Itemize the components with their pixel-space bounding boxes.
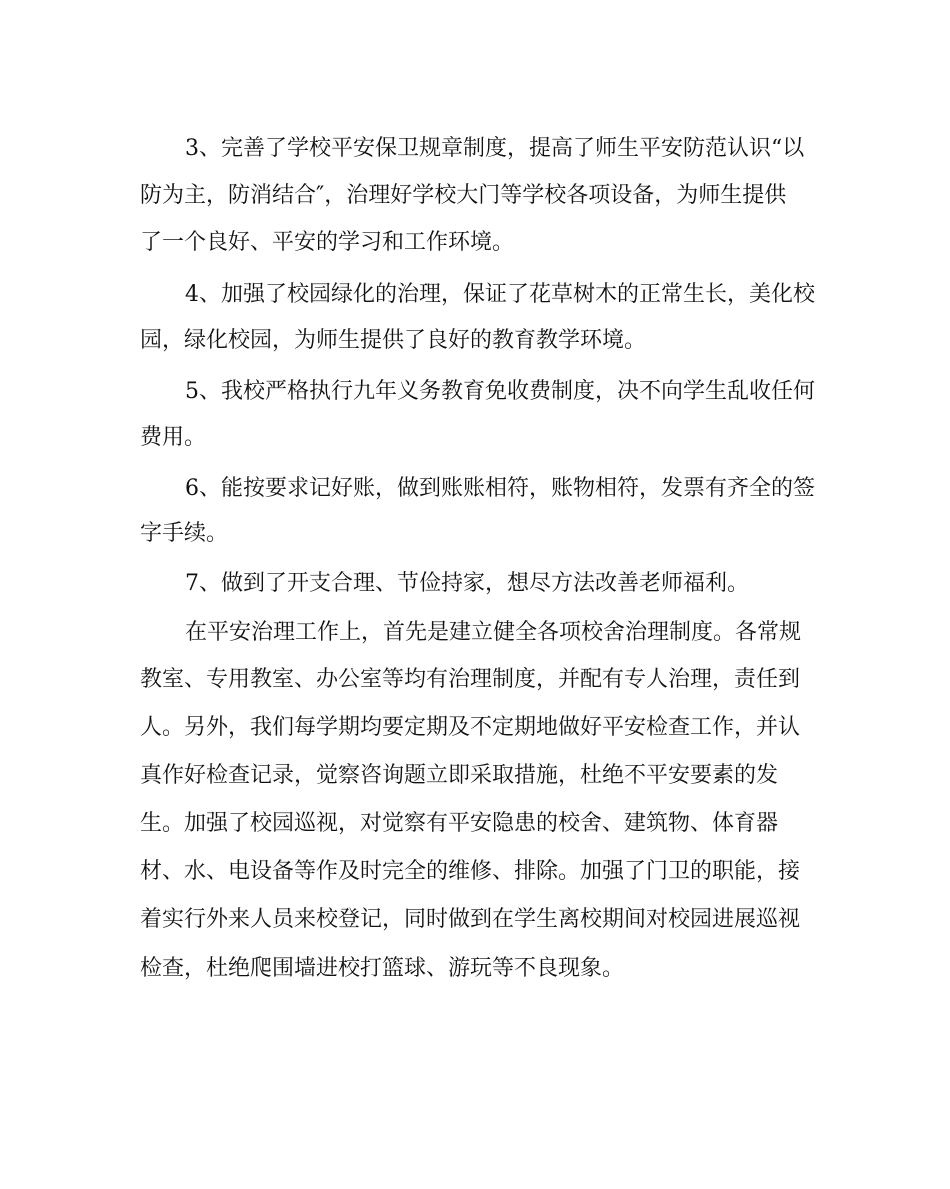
- text-line: 教室、专用教室、办公室等均有治理制度，并配有专人治理，责任到: [140, 667, 801, 692]
- text-line: 字手续。: [140, 521, 229, 546]
- text-line: 园，绿化校园，为师生提供了良好的教育教学环境。: [140, 328, 647, 353]
- text-line: 防为主，防消结合″，治理好学校大门等学校各项设备，为师生提供: [140, 183, 787, 208]
- text-line: 人。另外，我们每学期均要定期及不定期地做好平安检查工作，并认: [140, 715, 801, 740]
- text-line: 在平安治理工作上，首先是建立健全各项校舍治理制度。各常规: [185, 620, 802, 645]
- text-line: 检查，杜绝爬围墙进校打篮球、游玩等不良现象。: [140, 956, 625, 981]
- text-line: 费用。: [140, 425, 207, 450]
- text-line: 3、完善了学校平安保卫规章制度，提高了师生平安防范认识“以: [185, 136, 805, 161]
- text-line: 真作好检查记录，觉察咨询题立即采取措施，杜绝不平安要素的发: [140, 763, 779, 788]
- text-line: 4、加强了校园绿化的治理，保证了花草树木的正常生长，美化校: [185, 282, 815, 307]
- text-line: 5、我校严格执行九年义务教育免收费制度，决不向学生乱收任何: [185, 379, 815, 404]
- text-line: 生。加强了校园巡视，对觉察有平安隐患的校舍、建筑物、体育器: [140, 811, 779, 836]
- text-line: 着实行外来人员来校登记，同时做到在学生离校期间对校园进展巡视: [140, 907, 801, 932]
- text-line: 了一个良好、平安的学习和工作环境。: [140, 230, 515, 255]
- text-line: 6、能按要求记好账，做到账账相符，账物相符，发票有齐全的签: [185, 476, 815, 501]
- text-line: 材、水、电设备等作及时完全的维修、排除。加强了门卫的职能，接: [140, 859, 801, 884]
- text-line: 7、做到了开支合理、节俭持家，想尽方法改善老师福利。: [185, 571, 749, 596]
